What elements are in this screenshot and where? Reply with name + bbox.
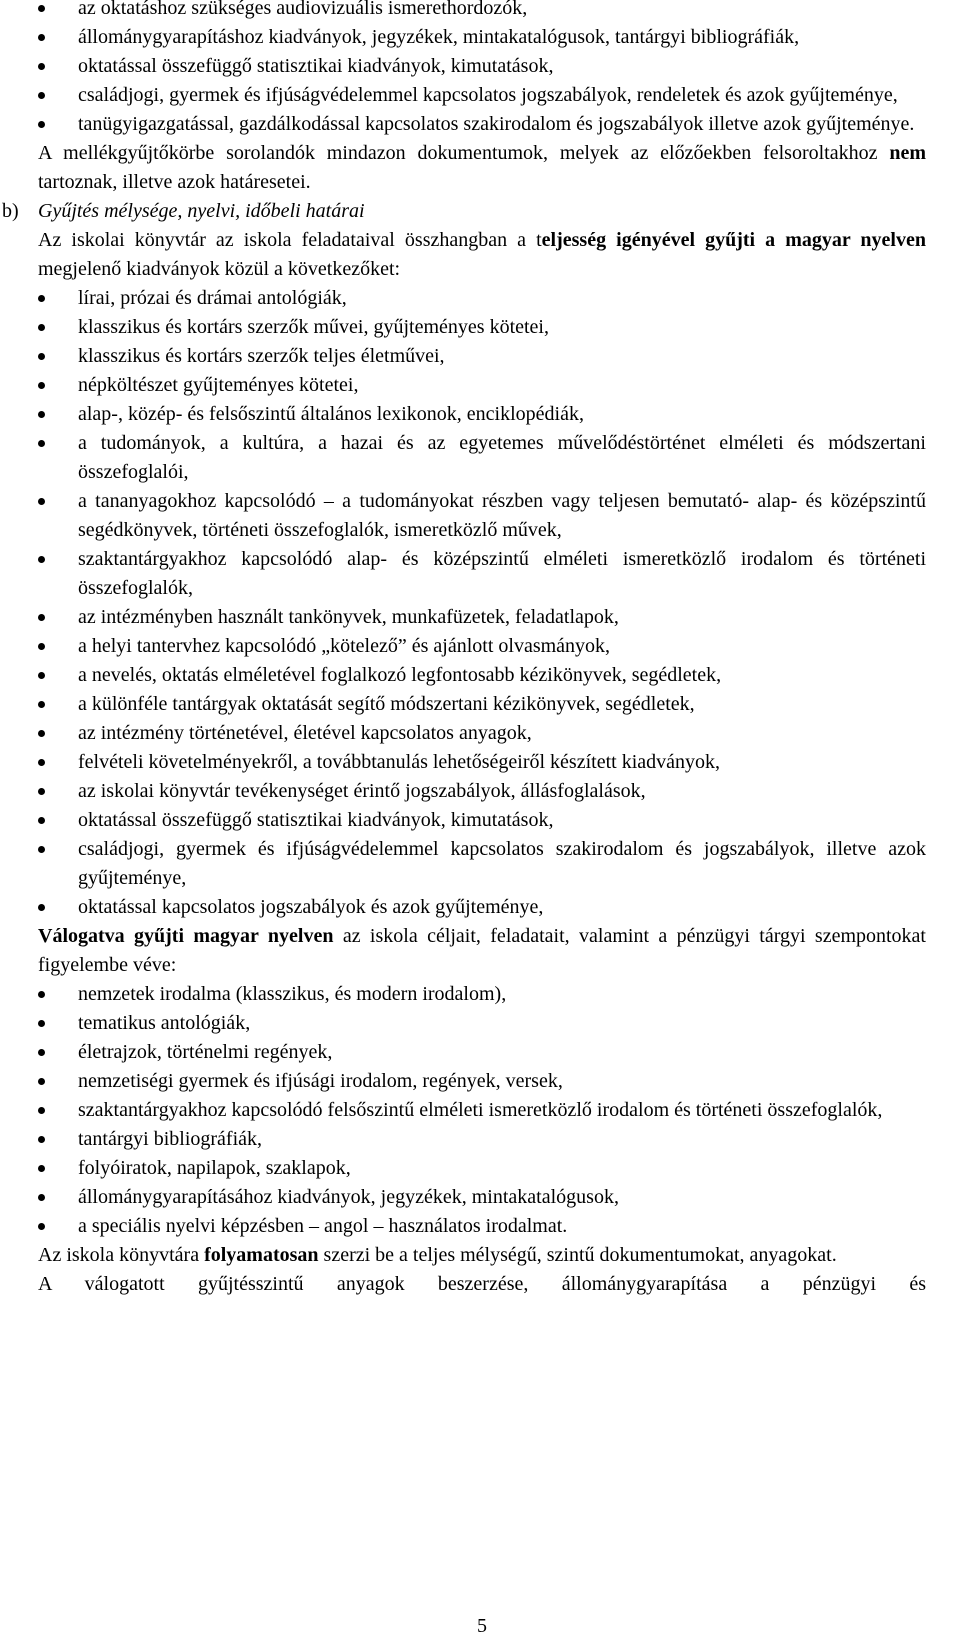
top-bullet-list [0, 0, 960, 139]
section-title: Gyűjtés mélysége, nyelvi, időbeli határai [38, 200, 365, 222]
list-item: oktatással összefüggő statisztikai kiadványok, kimutatások, [0, 52, 960, 81]
bullet-icon [38, 1020, 45, 1027]
list-item: nemzetiségi gyermek és ifjúsági irodalom, regények, versek, [0, 1067, 960, 1096]
list-item: alap-, közép- és felsőszintű általános lexikonok, enciklopédiák, [0, 400, 960, 429]
bullet-icon [38, 730, 45, 737]
mellek-paragraph: A mellékgyűjtőkörbe sorolandók mindazon dokumentumok, melyek az előzőekben felsoroltakhoz nem tartoznak, illetve azok határesetei. [38, 142, 926, 193]
list-item: oktatással kapcsolatos jogszabályok és azok gyűjteménye, [0, 893, 960, 922]
bullet-icon [38, 788, 45, 795]
selective-bullet-list [0, 980, 960, 1241]
bullet-icon [38, 759, 45, 766]
bullet-icon [38, 1165, 45, 1172]
list-item: népköltészet gyűjteményes kötetei, [0, 371, 960, 400]
page-number: 5 [477, 1615, 487, 1637]
continuous-paragraph: Az iskola könyvtára folyamatosan szerzi be a teljes mélységű, szintű dokumentumokat, anyagokat. [38, 1244, 837, 1266]
bullet-icon [38, 440, 45, 447]
list-item: felvételi követelményekről, a továbbtanulás lehetőségeiről készített kiadványok, [0, 748, 960, 777]
list-item: oktatással összefüggő statisztikai kiadványok, kimutatások, [0, 806, 960, 835]
bullet-icon [38, 614, 45, 621]
bullet-icon [38, 1049, 45, 1056]
bullet-icon [38, 672, 45, 679]
bullet-icon [38, 991, 45, 998]
list-item: a tananyagokhoz kapcsolódó – a tudományokat részben vagy teljesen bemutató- alap- és középszintű segédkönyvek, történeti összefoglalók, ismeretközlő művek, [0, 487, 960, 545]
list-item: lírai, prózai és drámai antológiák, [0, 284, 960, 313]
list-item: családjogi, gyermek és ifjúságvédelemmel kapcsolatos jogszabályok, rendeletek és azok gyűjteménye, [0, 81, 960, 110]
selective-paragraph: Válogatva gyűjti magyar nyelven az iskola céljait, feladatait, valamint a pénzügyi tárgyi szempontokat figyelembe véve: [38, 925, 926, 976]
bullet-icon [38, 5, 45, 12]
bullet-icon [38, 1078, 45, 1085]
list-item: folyóiratok, napilapok, szaklapok, [0, 1154, 960, 1183]
list-item: a különféle tantárgyak oktatását segítő módszertani kézikönyvek, segédletek, [0, 690, 960, 719]
list-item: az intézményben használt tankönyvek, munkafüzetek, feladatlapok, [0, 603, 960, 632]
bullet-icon [38, 121, 45, 128]
section-label: b) [2, 200, 19, 222]
bullet-icon [38, 817, 45, 824]
list-item: életrajzok, történelmi regények, [0, 1038, 960, 1067]
list-item: nemzetek irodalma (klasszikus, és modern irodalom), [0, 980, 960, 1009]
list-item: állománygyarapításhoz kiadványok, jegyzékek, mintakatalógusok, tantárgyi bibliográfiák, [0, 23, 960, 52]
list-item: a tudományok, a kultúra, a hazai és az egyetemes művelődéstörténet elméleti és módszertani összefoglalói, [0, 429, 960, 487]
list-item: tanügyigazgatással, gazdálkodással kapcsolatos szakirodalom és jogszabályok illetve azok gyűjteménye. [0, 110, 960, 139]
bullet-icon [38, 1223, 45, 1230]
list-item: tantárgyi bibliográfiák, [0, 1125, 960, 1154]
list-item: az oktatáshoz szükséges audiovizuális ismerethordozók, [0, 0, 960, 23]
bullet-icon [38, 556, 45, 563]
list-item: állománygyarapításához kiadványok, jegyzékek, mintakatalógusok, [0, 1183, 960, 1212]
list-item: a helyi tantervhez kapcsolódó „kötelező” és ajánlott olvasmányok, [0, 632, 960, 661]
bullet-icon [38, 295, 45, 302]
bullet-icon [38, 353, 45, 360]
list-item: tematikus antológiák, [0, 1009, 960, 1038]
bullet-icon [38, 382, 45, 389]
list-item: klasszikus és kortárs szerzők művei, gyűjteményes kötetei, [0, 313, 960, 342]
bullet-icon [38, 1194, 45, 1201]
last-paragraph: A válogatott gyűjtésszintű anyagok beszerzése, állománygyarapítása a pénzügyi és [38, 1273, 926, 1295]
bullet-icon [38, 63, 45, 70]
bullet-icon [38, 411, 45, 418]
list-item: szaktantárgyakhoz kapcsolódó felsőszintű elméleti ismeretközlő irodalom és történeti összefoglalók, [0, 1096, 960, 1125]
list-item: szaktantárgyakhoz kapcsolódó alap- és középszintű elméleti ismeretközlő irodalom és történeti összefoglalók, [0, 545, 960, 603]
bullet-icon [38, 1136, 45, 1143]
section-intro: Az iskolai könyvtár az iskola feladataival összhangban a teljesség igényével gyűjti a magyar nyelven megjelenő kiadványok közül a következőket: [38, 229, 926, 280]
bullet-icon [38, 498, 45, 505]
bullet-icon [38, 1107, 45, 1114]
list-item: a speciális nyelvi képzésben – angol – használatos irodalmat. [0, 1212, 960, 1241]
bullet-icon [38, 34, 45, 41]
bullet-icon [38, 701, 45, 708]
bullet-icon [38, 846, 45, 853]
list-item: az iskolai könyvtár tevékenységet érintő jogszabályok, állásfoglalások, [0, 777, 960, 806]
list-item: klasszikus és kortárs szerzők teljes életművei, [0, 342, 960, 371]
list-item: családjogi, gyermek és ifjúságvédelemmel kapcsolatos szakirodalom és jogszabályok, illetve azok gyűjteménye, [0, 835, 960, 893]
full-depth-bullet-list [0, 284, 960, 922]
bullet-icon [38, 324, 45, 331]
list-item: a nevelés, oktatás elméletével foglalkozó legfontosabb kézikönyvek, segédletek, [0, 661, 960, 690]
section-b [0, 197, 926, 284]
bullet-icon [38, 643, 45, 650]
list-item: az intézmény történetével, életével kapcsolatos anyagok, [0, 719, 960, 748]
bullet-icon [38, 904, 45, 911]
bullet-icon [38, 92, 45, 99]
